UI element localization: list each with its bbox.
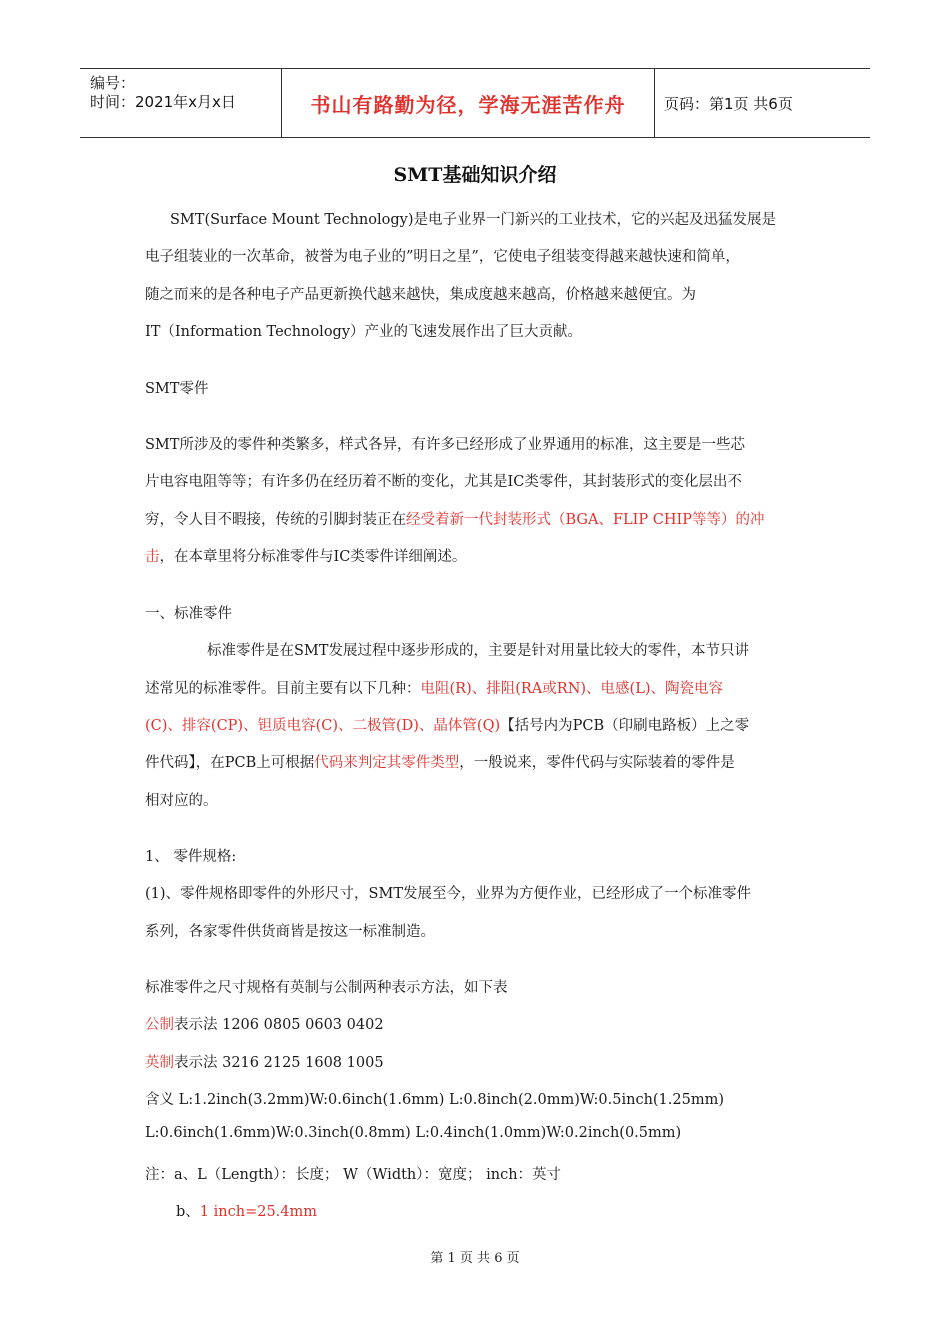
note-line-2-prefix: b、 bbox=[176, 1204, 200, 1220]
meaning-line-1: 含义 L:1.2inch(3.2mm)W:0.6inch(1.6mm) L:0.8inch(2.0mm)W:0.5inch(1.25mm) bbox=[145, 1092, 725, 1108]
std-line-2-highlight: 电阻(R)、排阻(RA或RN)、电感(L)、陶瓷电容 bbox=[420, 681, 723, 697]
header-meta-cell bbox=[80, 69, 282, 137]
parts-line-3-highlight: 经受着新一代封装形式（BGA、FLIP CHIP等等）的冲 bbox=[406, 512, 765, 528]
imperial-values: 表示法 3216 2125 1608 1005 bbox=[174, 1055, 384, 1071]
std-line-4-text-a: 件代码】，在PCB上可根据 bbox=[145, 755, 315, 771]
intro-line-2: 电子组装业的一次革命，被誉为电子业的”明日之星”，它使电子组装变得越来越快速和简单， bbox=[145, 249, 740, 265]
section-heading-standard: 一、标准零件 bbox=[145, 606, 232, 622]
std-line-4 bbox=[145, 751, 735, 772]
std-line-2 bbox=[145, 677, 723, 698]
header-motto-cell bbox=[282, 69, 655, 137]
page-header bbox=[80, 68, 870, 138]
parts-line-4-highlight: 击 bbox=[145, 549, 160, 565]
std-line-3 bbox=[145, 714, 749, 735]
imperial-label: 英制 bbox=[145, 1055, 174, 1071]
spec-line-2: 系列，各家零件供货商皆是按这一标准制造。 bbox=[145, 924, 435, 940]
header-motto: 书山有路勤为径，学海无涯苦作舟 bbox=[310, 92, 626, 117]
parts-line-3-text: 穷，令人目不暇接，传统的引脚封装正在 bbox=[145, 512, 406, 528]
spec-line-1: (1)、零件规格即零件的外形尺寸，SMT发展至今，业界为方便作业，已经形成了一个标准零件 bbox=[145, 886, 751, 902]
note-line-2-highlight: 1 inch=25.4mm bbox=[199, 1204, 318, 1220]
spec-heading: 1、 零件规格: bbox=[145, 849, 237, 865]
parts-line-4 bbox=[145, 545, 466, 566]
time-label: 时间：2021年x月x日 bbox=[90, 93, 236, 111]
std-line-1: 标准零件是在SMT发展过程中逐步形成的，主要是针对用量比较大的零件，本节只讲 bbox=[207, 643, 749, 659]
intro-line-3: 随之而来的是各种电子产品更新换代越来越快，集成度越来越高，价格越来越便宜。为 bbox=[145, 287, 696, 303]
parts-line-1: SMT所涉及的零件种类繁多，样式各异，有许多已经形成了业界通用的标准，这主要是一些芯 bbox=[145, 437, 745, 453]
spec-line-3: 标准零件之尺寸规格有英制与公制两种表示方法，如下表 bbox=[145, 980, 508, 996]
metric-values: 表示法 1206 0805 0603 0402 bbox=[174, 1017, 384, 1033]
meaning-line-2: L:0.6inch(1.6mm)W:0.3inch(0.8mm) L:0.4inch(1.0mm)W:0.2inch(0.5mm) bbox=[145, 1125, 682, 1141]
note-line-1: 注：a、L（Length）：长度； W（Width）：宽度； inch：英寸 bbox=[145, 1167, 562, 1183]
header-page-info: 页码：第1页 共6页 bbox=[664, 94, 793, 113]
intro-line-1: SMT(Surface Mount Technology)是电子业界一门新兴的工业技术，它的兴起及迅猛发展是 bbox=[170, 212, 776, 228]
metric-label: 公制 bbox=[145, 1017, 174, 1033]
page-footer: 第 1 页 共 6 页 bbox=[430, 1251, 520, 1266]
std-line-2-text: 述常见的标准零件。目前主要有以下几种： bbox=[145, 681, 421, 697]
metric-line bbox=[145, 1013, 384, 1034]
imperial-line bbox=[145, 1051, 384, 1072]
document-title: SMT基础知识介绍 bbox=[393, 164, 557, 186]
intro-line-4: IT（Information Technology）产业的飞速发展作出了巨大贡献。 bbox=[145, 324, 583, 340]
std-line-3-highlight: (C)、排容(CP)、钽质电容(C)、二极管(D)、晶体管(Q) bbox=[145, 718, 501, 734]
parts-line-4-text: ，在本章里将分标准零件与IC类零件详细阐述。 bbox=[159, 549, 467, 565]
std-line-4-text-b: ，一般说来，零件代码与实际装着的零件是 bbox=[459, 755, 735, 771]
note-line-2 bbox=[176, 1200, 317, 1221]
section-heading-parts: SMT零件 bbox=[145, 381, 209, 397]
std-line-4-highlight: 代码来判定其零件类型 bbox=[314, 755, 460, 771]
std-line-3-text: 【括号内为PCB（印刷电路板）上之零 bbox=[500, 718, 750, 734]
parts-line-2: 片电容电阻等等；有许多仍在经历着不断的变化，尤其是IC类零件，其封装形式的变化层出不 bbox=[145, 474, 742, 490]
header-page-cell bbox=[655, 69, 870, 137]
parts-line-3 bbox=[145, 508, 764, 529]
number-label: 编号： bbox=[90, 74, 136, 92]
std-line-5: 相对应的。 bbox=[145, 793, 218, 809]
